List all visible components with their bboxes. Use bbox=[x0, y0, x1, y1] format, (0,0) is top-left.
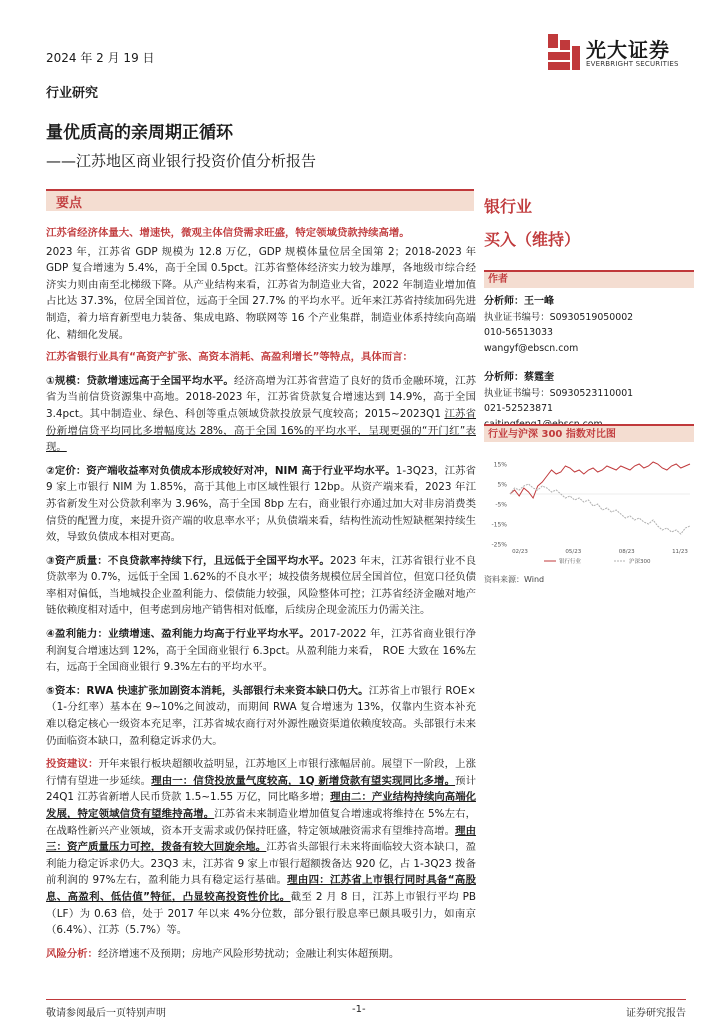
legend-label: 银行行业 bbox=[559, 559, 582, 565]
para-economy: 2023 年，江苏省 GDP 规模为 12.8 万亿，GDP 规模体量位居全国第 2；2018-2023 年 GDP 复合增速为 5.4%，高于全国 0.5pct。江苏省整体经济实力较为雄厚，各地级市综合经济实力则由南至北梯级下降。从产业结构来看，江苏省为制造业大省，2022 年制造业增加值占比达 37.3%，位居全国首位，远高于全国 27.7% 的平均水平。近年来江苏省持续加码先进制造，着力培育新型电力装备、集成电路、物联网等 16 个产业集群，制造业体系持续向高端化、精细化发展。 bbox=[46, 245, 476, 341]
report-date: 2024 年 2 月 19 日 bbox=[46, 51, 155, 65]
analyst-2 bbox=[484, 370, 694, 432]
investment-reason-1: 理由一：信贷投放量气度较高，1Q 新增贷款有望实现同比多增。 bbox=[151, 774, 456, 787]
section-risk bbox=[46, 946, 476, 963]
everbright-logo bbox=[546, 32, 686, 78]
y-tick-label: -5% bbox=[495, 501, 507, 509]
lead-banking: 江苏省银行业具有“高资产扩张、高资本消耗、高盈利增长”等特点，具体而言： bbox=[46, 351, 413, 364]
analyst-reg: 执业证书编号：S0930523110001 bbox=[484, 387, 634, 399]
report-title: 量优质高的亲周期正循环 bbox=[46, 123, 233, 143]
investment-reason-3: 理由三：资产质量压力可控，拨备有较大回旋余地。 bbox=[46, 824, 477, 854]
section-asset-quality bbox=[46, 553, 476, 619]
section-profitability bbox=[46, 626, 476, 676]
section-pricing-body: 1-3Q23，江苏省 9 家上市银行 NIM 为 1.85%，高于其他上市区域性银行 12bp。从资产端来看，2023 年江苏省新发生对公贷款利率为 3.96%，高于全国 8bp 左右，商业银行亦通过加大对非房消费类信贷的配置力度，来提升资产端的收息率水平；从负债端来看，结构性流动性短缺框架持续生效，导致负债成本相对更高。 bbox=[46, 464, 476, 544]
section-profitability-head: ④盈利能力：业绩增速、盈利能力均高于行业平均水平。 bbox=[46, 628, 310, 641]
y-tick-label: -25% bbox=[491, 541, 507, 549]
analyst-name: 蔡霆奎 bbox=[524, 372, 554, 383]
section-investment bbox=[46, 756, 476, 939]
footer-disclaimer: 敬请参阅最后一页特别声明 bbox=[46, 1008, 166, 1019]
y-tick-label: 15% bbox=[493, 461, 507, 469]
investment-text: 江苏省头部银行未来将面临较大资本缺口，盈利能力稳定诉求仍大。23Q3 末，江苏省 9 家上市银行超额拨备达 920 亿，占 1-3Q23 拨备前利润的 97%左右，盈利能力具有稳定运行基础。 bbox=[46, 841, 476, 887]
sidebar bbox=[484, 190, 694, 432]
analyst-phone: 021-52523871 bbox=[484, 403, 553, 414]
chart-heading: 行业与沪深 300 指数对比图 bbox=[484, 424, 694, 442]
x-tick-label: 05/23 bbox=[565, 549, 582, 555]
footer-divider bbox=[46, 999, 686, 1000]
y-tick-label: -15% bbox=[491, 521, 507, 529]
section-pricing bbox=[46, 463, 476, 546]
footer-report-type: 证券研究报告 bbox=[626, 1008, 686, 1019]
section-capital bbox=[46, 683, 476, 749]
investment-text: 江苏省未来制造业增加值复合增速或将维持在 5%左右，在战略性新兴产业领域，资本开支需求或仍保持旺盛，特定领域融资需求有望维持高增。 bbox=[46, 808, 477, 837]
analyst-1 bbox=[484, 294, 694, 356]
report-category: 行业研究 bbox=[46, 86, 99, 101]
section-scale-body: 经济高增为江苏省营造了良好的货币金融环境，江苏省为当前信贷资源集中高地。2018-2023 年，江苏省贷款复合增速达到 14.9%，高于全国 3.4pct。其中制造业、绿色、科创等重点领域贷款投放景气度较高；2015~2023Q1 bbox=[46, 374, 477, 420]
investment-text: 预计 24Q1 江苏省新增人民币贷款 1.5~1.55 万亿，同比略多增； bbox=[46, 774, 477, 804]
investment-reason-4: 理由四：江苏省上市银行同时具备“高股息、高盈利、低估值”特征，凸显较高投资性价比。 bbox=[46, 874, 476, 903]
analyst-phone: 010-56513033 bbox=[484, 327, 553, 338]
chart-source: 资料来源：Wind bbox=[484, 575, 545, 584]
page-number: -1- bbox=[352, 1004, 366, 1015]
analyst-label: 分析师： bbox=[484, 372, 524, 383]
investment-text: 开年来银行板块超额收益明显，江苏地区上市银行涨幅居前。展望下一阶段，上涨行情有望进一步延续。 bbox=[46, 758, 476, 787]
x-tick-label: 08/23 bbox=[618, 549, 635, 555]
analyst-name: 王一峰 bbox=[524, 296, 554, 307]
analyst-email[interactable]: wangyf@ebscn.com bbox=[484, 342, 579, 354]
series-line-1 bbox=[510, 484, 690, 534]
lead-economy: 江苏省经济体量大、增速快，微观主体信贷需求旺盛，特定领域贷款持续高增。 bbox=[46, 227, 410, 239]
investment-head: 投资建议： bbox=[46, 758, 99, 771]
section-asset-quality-body: 2023 年末，江苏省银行业不良贷款率为 0.7%，远低于全国 1.62%的不良水平；城投债务规模位居全国首位，但宽口径负债率相对偏低，当地城投企业盈利能力、偿债能力较强，风险整体可控；江苏省经济金融对地产链依赖度相对适中，但考虑到房地产销售相对低靡，后续房企现金流压力仍需关注。 bbox=[46, 554, 477, 617]
analyst-label: 分析师： bbox=[484, 296, 524, 307]
section-pricing-head: ②定价：资产端收益率对负债成本形成较好对冲，NIM 高于行业平均水平。 bbox=[46, 464, 396, 477]
logo-text-cn: 光大证券 bbox=[586, 38, 670, 62]
author-heading: 作者 bbox=[484, 270, 694, 288]
section-profitability-body: 2017-2022 年，江苏省商业银行净利润复合增速达到 12%，高于全国商业银行 6.3pct。从盈利能力来看， ROE 大致在 16%左右，远高于全国商业银行 9.3%左右的平均水平。 bbox=[46, 628, 476, 674]
section-scale-underline: 江苏省份新增信贷平均同比多增幅度达 28%，高于全国 16%的平均水平，呈现更强的“开门红”表现。 bbox=[46, 407, 477, 454]
series-line-0 bbox=[510, 462, 690, 498]
section-capital-body: 江苏省上市银行 ROE×（1-分红率）基本在 9~10%之间波动，而期间 RWA 复合增速为 13%，仅靠内生资本补充难以稳定核心一级资本充足率，江苏省城农商行对外源性融资渠道依赖度较高。头部银行未来仍面临资本缺口，盈利稳定诉求仍大。 bbox=[46, 684, 476, 747]
index-comparison-chart bbox=[484, 448, 694, 568]
risk-body: 经济增速不及预期；房地产风险形势扰动；金融让利实体超预期。 bbox=[97, 947, 400, 960]
section-asset-quality-head: ③资产质量：不良贷款率持续下行，且远低于全国平均水平。 bbox=[46, 554, 330, 567]
section-scale bbox=[46, 373, 476, 456]
rating: 买入（维持） bbox=[484, 230, 581, 249]
x-tick-label: 11/23 bbox=[672, 549, 688, 555]
analyst-reg: 执业证书编号：S0930519050002 bbox=[484, 311, 634, 323]
summary-heading-bar bbox=[46, 189, 474, 211]
y-tick-label: 5% bbox=[497, 481, 507, 489]
investment-reason-2: 理由二：产业结构持续向高端化发展，特定领域信贷有望维持高增。 bbox=[46, 791, 476, 820]
logo-text-en: EVERBRIGHT SECURITIES bbox=[586, 60, 679, 68]
legend-label: 沪深300 bbox=[629, 559, 651, 565]
section-scale-head: ①规模：贷款增速远高于全国平均水平。 bbox=[46, 374, 234, 387]
investment-text: 截至 2 月 8 日，江苏上市银行平均 PB（LF）为 0.63 倍，处于 2017 年以来 4%分位数，部分银行股息率已颇具吸引力，如南京（6.4%）、江苏（5.7%）等。 bbox=[46, 890, 476, 937]
summary-body bbox=[46, 219, 476, 966]
everbright-logo-icon bbox=[546, 32, 582, 72]
summary-heading: 要点 bbox=[56, 196, 83, 211]
sector-name: 银行业 bbox=[484, 197, 533, 216]
report-subtitle: ——江苏地区商业银行投资价值分析报告 bbox=[46, 152, 317, 170]
risk-head: 风险分析： bbox=[46, 947, 98, 960]
x-tick-label: 02/23 bbox=[512, 549, 528, 555]
section-capital-head: ⑤资本：RWA 快速扩张加剧资本消耗，头部银行未来资本缺口仍大。 bbox=[46, 684, 369, 697]
